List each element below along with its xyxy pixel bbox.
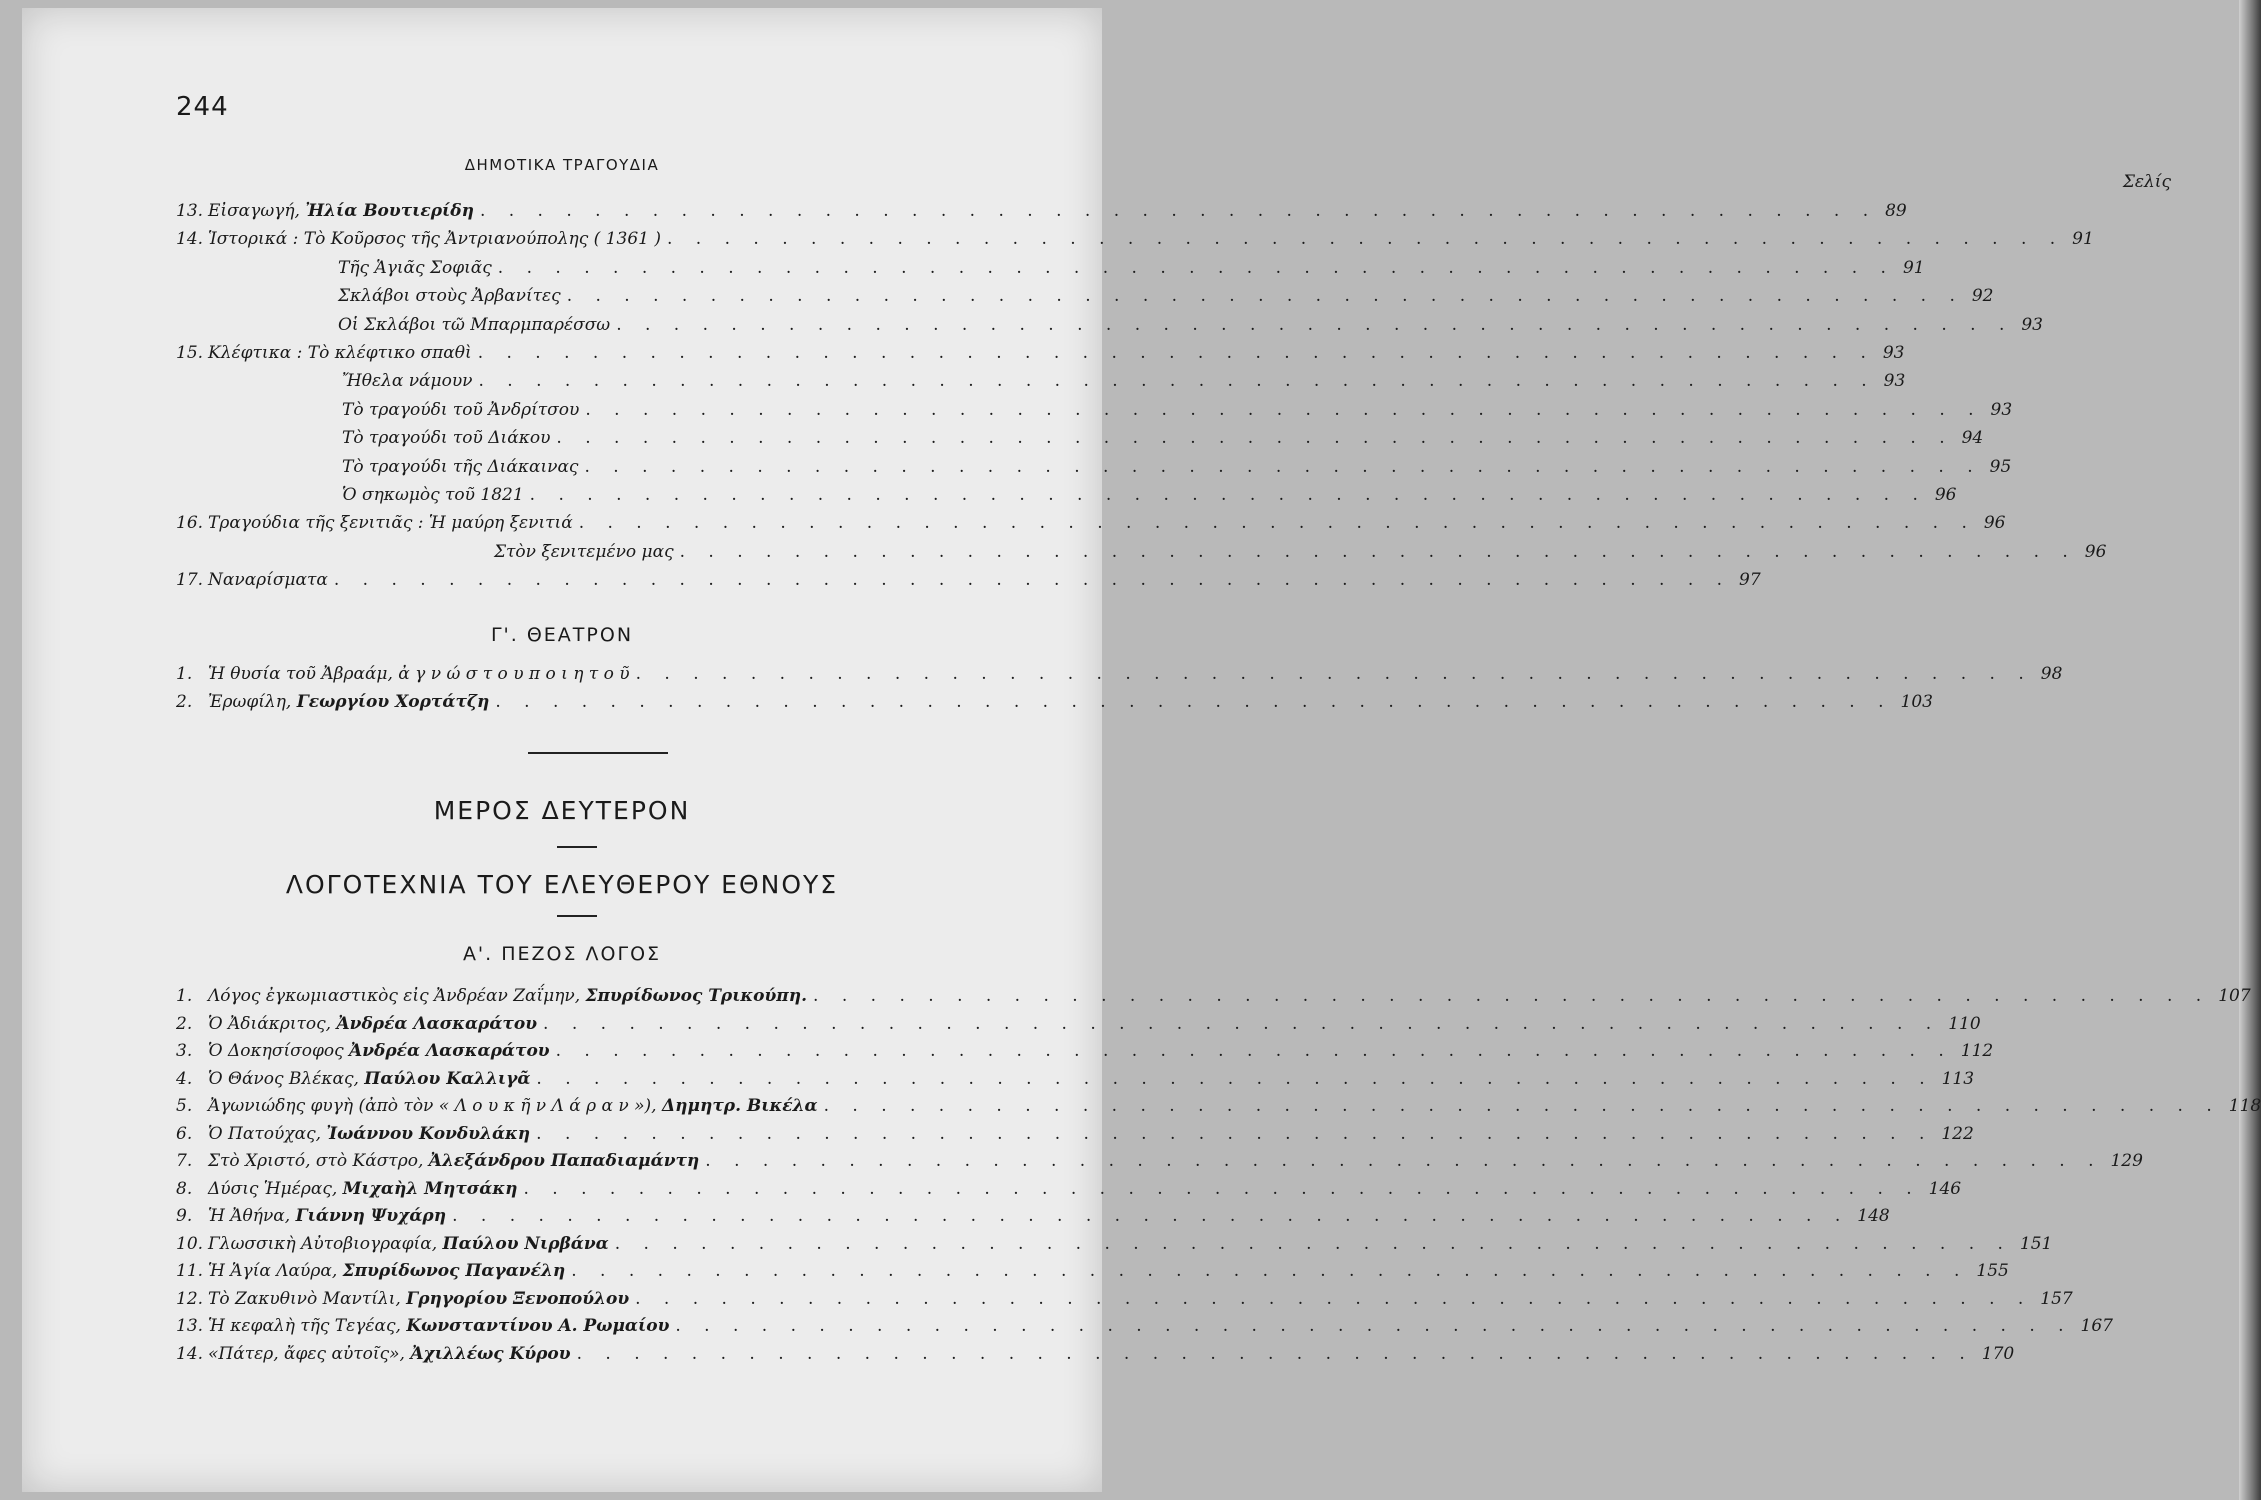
toc-row xyxy=(0,1312,2113,1340)
toc-entry-text: Οἱ Σκλάβοι τῶ Μπαρμπαρέσσω xyxy=(338,314,611,335)
toc-entry-author: Ἰωάννου Κονδυλάκη xyxy=(326,1123,531,1144)
toc-row xyxy=(0,1092,2261,1120)
toc-page-ref: 91 xyxy=(2072,229,2094,250)
toc-entry xyxy=(208,688,1933,716)
toc-row xyxy=(0,396,2013,424)
toc-entry-text: Ὁ Πατούχας, xyxy=(208,1123,327,1144)
toc-entry-title xyxy=(494,538,674,566)
toc-entry-text: Ἡ θυσία τοῦ Ἀβραάμ, ἀ γ ν ώ σ τ ο υ π ο ι η τ ο ῦ xyxy=(208,664,630,684)
toc-page-ref: 122 xyxy=(1941,1123,1974,1144)
toc-entry-author: Σπυρίδωνος Παγανέλη xyxy=(342,1261,566,1281)
toc-entry-title xyxy=(208,1120,530,1148)
dot-leader: . . . . . . . . . . . . . . . . . . . . . . . . . . . . . . . . . . . . . . . . . . . . . . . . . xyxy=(333,570,1732,591)
toc-entry-number: 14. xyxy=(176,229,204,250)
toc-entry-author: Ἀλεξάνδρου Παπαδιαμάντη xyxy=(428,1151,700,1171)
toc-entry-title xyxy=(208,566,328,594)
toc-entry-number: 7. xyxy=(176,1151,193,1171)
toc-page-ref: 157 xyxy=(2040,1288,2073,1309)
toc-row xyxy=(0,424,1984,452)
toc-row xyxy=(0,339,1905,367)
toc-row xyxy=(0,1010,1981,1038)
dot-leader: . . . . . . . . . . . . . . . . . . . . . . . . . . . . . . . . . . . . . . . . . . . . . . . . . xyxy=(555,1041,1953,1061)
dot-leader: . . . . . . . . . . . . . . . . . . . . . . . . . . . . . . . . . . . . . . . . . . . . . . . . . xyxy=(675,1316,2073,1336)
dot-leader: . . . . . . . . . . . . . . . . . . . . . . . . . . . . . . . . . . . . . . . . . . . . . . . . . xyxy=(452,1206,1850,1226)
toc-entry-title xyxy=(342,453,578,481)
toc-entry-text: Στὸ Χριστό, στὸ Κάστρο, xyxy=(208,1151,429,1171)
toc-entry xyxy=(338,282,1994,310)
toc-entry-number: 17. xyxy=(176,570,204,591)
toc-entry-title xyxy=(208,1340,571,1368)
toc-entry-author: Ἀνδρέα Λασκαράτου xyxy=(349,1041,550,1061)
toc-page-ref: 113 xyxy=(1941,1068,1975,1089)
toc-entry-text: Ἡ Ἀθήνα, xyxy=(208,1206,296,1226)
toc-entry-number: 13. xyxy=(176,201,204,221)
dot-leader: . . . . . . . . . . . . . . . . . . . . . . . . . . . . . . . . . . . . . . . . . . . . . . . . . xyxy=(523,1178,1921,1199)
toc-entry-title xyxy=(208,1037,550,1065)
toc-row xyxy=(0,254,1925,282)
toc-row xyxy=(0,197,1907,225)
toc-page-ref: 96 xyxy=(1934,485,1957,505)
toc-row xyxy=(0,282,1994,310)
toc-entry-text: Τὸ τραγούδι τῆς Διάκαινας xyxy=(342,456,579,477)
book-spine xyxy=(2239,0,2261,1500)
toc-entry-text: Λόγος ἐγκωμιαστικὸς εἰς Ἀνδρέαν Ζαΐμην, xyxy=(208,986,586,1006)
toc-page-ref: 170 xyxy=(1981,1343,2015,1364)
toc-entry xyxy=(208,1120,1974,1148)
toc-entry-text: Σκλάβοι στοὺς Ἀρβανίτες xyxy=(338,286,561,307)
prose-heading: Α'. ΠΕΖΟΣ ΛΟΓΟΣ xyxy=(462,943,662,965)
toc-page-ref: 118 xyxy=(2228,1096,2261,1116)
toc-entry-author: Ἠλία Βουτιερίδη xyxy=(305,201,474,221)
toc-entry-text: Τὸ Ζακυθινὸ Μαντίλι, xyxy=(208,1288,407,1309)
toc-row xyxy=(0,1175,1962,1203)
toc-entry-text: Ἤθελα νάμουν xyxy=(342,371,473,392)
dot-leader: . . . . . . . . . . . . . . . . . . . . . . . . . . . . . . . . . . . . . . . . . . . . . . . . . xyxy=(823,1096,2221,1116)
toc-page-ref: 95 xyxy=(1989,456,2012,477)
toc-entry-title xyxy=(342,481,524,509)
toc-entry-text: Ἡ κεφαλὴ τῆς Τεγέας, xyxy=(208,1316,407,1336)
title-underline xyxy=(557,846,597,848)
toc-entry-text: Τῆς Ἁγιᾶς Σοφιᾶς xyxy=(338,257,492,278)
toc-row xyxy=(0,566,1761,594)
dot-leader: . . . . . . . . . . . . . . . . . . . . . . . . . . . . . . . . . . . . . . . . . . . . . . . . . xyxy=(529,485,1927,505)
toc-entry-text: Τὸ τραγούδι τοῦ Ἀνδρίτσου xyxy=(342,399,580,420)
dot-leader: . . . . . . . . . . . . . . . . . . . . . . . . . . . . . . . . . . . . . . . . . . . . . . . . . xyxy=(679,541,2077,562)
dot-leader: . . . . . . . . . . . . . . . . . . . . . . . . . . . . . . . . . . . . . . . . . . . . . . . . . xyxy=(543,1013,1941,1034)
toc-row xyxy=(0,311,2043,339)
toc-page-ref: 93 xyxy=(1883,371,1906,392)
toc-page-ref: 89 xyxy=(1885,201,1907,221)
toc-entry-number: 8. xyxy=(176,1178,193,1199)
toc-entry-text: Στὸν ξενιτεμένο μας xyxy=(494,541,674,562)
toc-entry-number: 11. xyxy=(176,1261,204,1281)
dot-leader: . . . . . . . . . . . . . . . . . . . . . . . . . . . . . . . . . . . . . . . . . . . . . . . . . xyxy=(666,229,2065,250)
dot-leader: . . . . . . . . . . . . . . . . . . . . . . . . . . . . . . . . . . . . . . . . . . . . . . . . . xyxy=(556,428,1954,449)
toc-entry-number: 4. xyxy=(176,1068,193,1089)
toc-entry-text: Ὁ σηκωμὸς τοῦ 1821 xyxy=(342,485,524,505)
toc-entry-author: Κωνσταντίνου Α. Ρωμαίου xyxy=(406,1316,670,1336)
toc-entry-number: 13. xyxy=(176,1316,204,1336)
toc-entry-title xyxy=(208,1175,518,1203)
dot-leader: . . . . . . . . . . . . . . . . . . . . . . . . . . . . . . . . . . . . . . . . . . . . . . . . . xyxy=(479,201,1878,221)
toc-row xyxy=(0,1065,1975,1093)
toc-entry-title xyxy=(342,424,550,452)
dot-leader: . . . . . . . . . . . . . . . . . . . . . . . . . . . . . . . . . . . . . . . . . . . . . . . . . xyxy=(705,1151,2103,1171)
dot-leader: . . . . . . . . . . . . . . . . . . . . . . . . . . . . . . . . . . . . . . . . . . . . . . . . . xyxy=(536,1123,1934,1144)
dot-leader: . . . . . . . . . . . . . . . . . . . . . . . . . . . . . . . . . . . . . . . . . . . . . . . . . xyxy=(497,257,1895,278)
toc-entry-number: 9. xyxy=(176,1206,193,1226)
toc-row xyxy=(0,1340,2015,1368)
dot-leader: . . . . . . . . . . . . . . . . . . . . . . . . . . . . . . . . . . . . . . . . . . . . . . . . . xyxy=(616,314,2014,335)
dot-leader: . . . . . . . . . . . . . . . . . . . . . . . . . . . . . . . . . . . . . . . . . . . . . . . . . xyxy=(477,343,1875,363)
toc-page-ref: 93 xyxy=(1990,399,2013,420)
toc-entry xyxy=(342,367,1906,395)
toc-entry-number: 1. xyxy=(176,986,193,1006)
dot-leader: . . . . . . . . . . . . . . . . . . . . . . . . . . . . . . . . . . . . . . . . . . . . . . . . . xyxy=(635,1288,2033,1309)
toc-entry-author: Ἀνδρέα Λασκαράτου xyxy=(336,1013,538,1034)
toc-row xyxy=(0,982,2251,1010)
toc-entry-author: Ἀχιλλέως Κύρου xyxy=(410,1343,571,1364)
toc-entry-number: 12. xyxy=(176,1288,204,1309)
toc-entry-text: Εἰσαγωγή, xyxy=(208,201,306,221)
toc-row xyxy=(0,367,1906,395)
page-number: 244 xyxy=(176,92,229,122)
toc-entry xyxy=(342,453,2012,481)
toc-entry-number: 5. xyxy=(176,1096,193,1116)
toc-entry-title xyxy=(208,339,472,367)
toc-entry xyxy=(208,509,2006,537)
toc-entry-title xyxy=(208,1257,565,1285)
toc-entry xyxy=(208,1147,2143,1175)
toc-entry-author: Γιάννη Ψυχάρη xyxy=(295,1206,447,1226)
toc-row xyxy=(0,1037,1994,1065)
dot-leader: . . . . . . . . . . . . . . . . . . . . . . . . . . . . . . . . . . . . . . . . . . . . . . . . . xyxy=(478,371,1876,392)
toc-page-ref: 93 xyxy=(2021,314,2043,335)
toc-entry xyxy=(208,1285,2073,1313)
dot-leader: . . . . . . . . . . . . . . . . . . . . . . . . . . . . . . . . . . . . . . . . . . . . . . . . . xyxy=(813,986,2211,1006)
toc-entry-text: Ὁ Θάνος Βλέκας, xyxy=(208,1068,365,1089)
toc-row xyxy=(0,509,2006,537)
toc-page-ref: 151 xyxy=(2019,1233,2053,1254)
toc-page-ref: 148 xyxy=(1857,1206,1890,1226)
toc-entry xyxy=(494,538,2107,566)
toc-entry-number: 2. xyxy=(176,1013,193,1034)
toc-row xyxy=(0,453,2012,481)
toc-entry-title xyxy=(208,1202,446,1230)
dot-leader: . . . . . . . . . . . . . . . . . . . . . . . . . . . . . . . . . . . . . . . . . . . . . . . . . xyxy=(614,1233,2012,1254)
toc-page-ref: 92 xyxy=(1971,286,1994,307)
dot-leader: . . . . . . . . . . . . . . . . . . . . . . . . . . . . . . . . . . . . . . . . . . . . . . . . . xyxy=(578,513,1976,534)
toc-entry-number: 10. xyxy=(176,1233,204,1254)
toc-entry-title xyxy=(208,1065,530,1093)
toc-row xyxy=(0,481,1957,509)
toc-row xyxy=(0,1202,1890,1230)
toc-entry-title xyxy=(208,1230,609,1258)
toc-entry-title xyxy=(208,1147,699,1175)
toc-row xyxy=(0,1230,2053,1258)
toc-entry-author: Παύλου Καλλιγᾶ xyxy=(364,1068,531,1089)
toc-entry-author: Παύλου Νιρβάνα xyxy=(442,1233,609,1254)
dot-leader: . . . . . . . . . . . . . . . . . . . . . . . . . . . . . . . . . . . . . . . . . . . . . . . . . xyxy=(571,1261,1969,1281)
toc-entry-text: Τὸ τραγούδι τοῦ Διάκου xyxy=(342,428,551,449)
toc-row xyxy=(0,1285,2073,1313)
toc-entry-text: Γλωσσικὴ Αὐτοβιογραφία, xyxy=(208,1233,443,1254)
toc-entry-number: 3. xyxy=(176,1041,193,1061)
toc-row xyxy=(0,688,1933,716)
dot-leader: . . . . . . . . . . . . . . . . . . . . . . . . . . . . . . . . . . . . . . . . . . . . . . . . . xyxy=(495,692,1893,712)
toc-entry-title xyxy=(338,282,561,310)
page-column-head: Σελίς xyxy=(2122,172,2171,192)
part-title: ΜΕΡΟΣ ΔΕΥΤΕΡΟΝ xyxy=(433,796,691,825)
toc-entry-text: «Πάτερ, ἄφες αὐτοῖς», xyxy=(208,1343,411,1364)
toc-entry xyxy=(208,1202,1890,1230)
toc-entry xyxy=(208,982,2251,1010)
toc-entry xyxy=(208,1010,1981,1038)
dot-leader: . . . . . . . . . . . . . . . . . . . . . . . . . . . . . . . . . . . . . . . . . . . . . . . . . xyxy=(576,1343,1974,1364)
toc-entry xyxy=(208,1065,1975,1093)
toc-entry xyxy=(208,197,1907,225)
toc-entry-number: 2. xyxy=(176,692,193,712)
toc-page-ref: 112 xyxy=(1960,1041,1994,1061)
toc-entry xyxy=(342,396,2013,424)
toc-page-ref: 96 xyxy=(1983,513,2006,534)
toc-page-ref: 96 xyxy=(2084,541,2107,562)
toc-entry-text: Ναναρίσματα xyxy=(208,570,328,591)
toc-entry-text: Ἡ Ἁγία Λαύρα, xyxy=(208,1261,343,1281)
toc-entry-author: Γεωργίου Χορτάτζη xyxy=(296,692,490,712)
toc-page-ref: 155 xyxy=(1976,1261,2009,1281)
toc-entry-number: 14. xyxy=(176,1343,204,1364)
toc-entry-number: 1. xyxy=(176,664,193,684)
part-subtitle: ΛΟΓΟΤΕΧΝΙΑ ΤΟΥ ΕΛΕΥΘΕΡΟΥ ΕΘΝΟΥΣ xyxy=(285,870,839,899)
toc-page-ref: 94 xyxy=(1961,428,1984,449)
toc-entry-text: Ὁ Ἀδιάκριτος, xyxy=(208,1013,337,1034)
toc-entry xyxy=(342,424,1984,452)
toc-entry xyxy=(208,1340,2015,1368)
toc-entry-title xyxy=(338,254,492,282)
toc-entry-title xyxy=(208,225,661,253)
toc-entry-text: Ἱστορικά : Τὸ Κοῦρσος τῆς Ἀντριανούπολης ( 1361 ) xyxy=(208,229,661,250)
toc-entry-author: Δημητρ. Βικέλα xyxy=(661,1096,818,1116)
theatre-heading: Γ'. ΘΕΑΤΡΟΝ xyxy=(490,624,634,646)
toc-page-ref: 91 xyxy=(1902,257,1925,278)
dot-leader: . . . . . . . . . . . . . . . . . . . . . . . . . . . . . . . . . . . . . . . . . . . . . . . . . xyxy=(585,399,1983,420)
toc-entry xyxy=(208,1312,2113,1340)
toc-page-ref: 146 xyxy=(1928,1178,1962,1199)
toc-entry-number: 16. xyxy=(176,513,204,534)
toc-entry-title xyxy=(208,1092,818,1120)
toc-entry-text: Κλέφτικα : Τὸ κλέφτικο σπαθὶ xyxy=(208,343,472,363)
toc-page-ref: 167 xyxy=(2080,1316,2113,1336)
toc-row xyxy=(0,1147,2143,1175)
toc-entry-text: Δύσις Ἡμέρας, xyxy=(208,1178,343,1199)
toc-entry-title xyxy=(208,1010,537,1038)
toc-entry xyxy=(208,339,1905,367)
toc-entry xyxy=(338,254,1925,282)
toc-entry xyxy=(208,566,1761,594)
divider-rule xyxy=(528,752,668,754)
toc-row xyxy=(0,225,2094,253)
toc-entry-title xyxy=(208,688,489,716)
toc-row xyxy=(0,1120,1974,1148)
toc-row xyxy=(0,1257,2009,1285)
toc-page-ref: 110 xyxy=(1948,1013,1981,1034)
toc-entry xyxy=(208,1257,2009,1285)
toc-entry xyxy=(208,1175,1962,1203)
dot-leader: . . . . . . . . . . . . . . . . . . . . . . . . . . . . . . . . . . . . . . . . . . . . . . . . . xyxy=(635,664,2033,684)
toc-page-ref: 98 xyxy=(2040,664,2063,684)
toc-entry-number: 6. xyxy=(176,1123,193,1144)
toc-entry xyxy=(208,1230,2053,1258)
dot-leader: . . . . . . . . . . . . . . . . . . . . . . . . . . . . . . . . . . . . . . . . . . . . . . . . . xyxy=(584,456,1982,477)
toc-entry-text: Ἐρωφίλη, xyxy=(208,692,297,712)
toc-page-ref: 97 xyxy=(1739,570,1761,591)
toc-entry-author: Γρηγορίου Ξενοπούλου xyxy=(406,1288,630,1309)
toc-entry-title xyxy=(208,1312,669,1340)
toc-entry-author: Σπυρίδωνος Τρικούπη. xyxy=(585,986,808,1006)
toc-entry-number: 15. xyxy=(176,343,204,363)
toc-entry-title xyxy=(338,311,610,339)
toc-entry xyxy=(208,1092,2261,1120)
dot-leader: . . . . . . . . . . . . . . . . . . . . . . . . . . . . . . . . . . . . . . . . . . . . . . . . . xyxy=(536,1068,1934,1089)
toc-entry-title xyxy=(208,509,573,537)
toc-entry-title xyxy=(342,396,579,424)
toc-page-ref: 103 xyxy=(1900,692,1933,712)
toc-page-ref: 129 xyxy=(2110,1151,2143,1171)
toc-entry-author: Μιχαὴλ Μητσάκη xyxy=(342,1178,518,1199)
toc-entry-title xyxy=(208,660,630,688)
toc-entry-text: Τραγούδια τῆς ξενιτιᾶς : Ἡ μαύρη ξενιτιά xyxy=(208,513,573,534)
toc-row xyxy=(0,538,2107,566)
dot-leader: . . . . . . . . . . . . . . . . . . . . . . . . . . . . . . . . . . . . . . . . . . . . . . . . . xyxy=(566,286,1964,307)
running-head: ΔΗΜΟΤΙΚΑ ΤΡΑΓΟΥΔΙΑ xyxy=(464,156,660,174)
toc-entry-title xyxy=(208,1285,629,1313)
toc-entry xyxy=(208,1037,1994,1065)
toc-row xyxy=(0,660,2063,688)
toc-entry-title xyxy=(342,367,473,395)
toc-entry xyxy=(208,225,2094,253)
toc-entry-text: Ἀγωνιώδης φυγὴ (ἀπὸ τὸν « Λ ο υ κ ῆ ν Λ ά ρ α ν »), xyxy=(208,1096,662,1116)
toc-page-ref: 93 xyxy=(1882,343,1905,363)
toc-entry-title xyxy=(208,982,807,1010)
subtitle-underline xyxy=(557,915,597,917)
toc-entry xyxy=(338,311,2043,339)
toc-entry-title xyxy=(208,197,474,225)
toc-entry-text: Ὁ Δοκησίσοφος xyxy=(208,1041,350,1061)
toc-page-ref: 107 xyxy=(2218,986,2251,1006)
toc-entry xyxy=(342,481,1957,509)
toc-entry xyxy=(208,660,2063,688)
